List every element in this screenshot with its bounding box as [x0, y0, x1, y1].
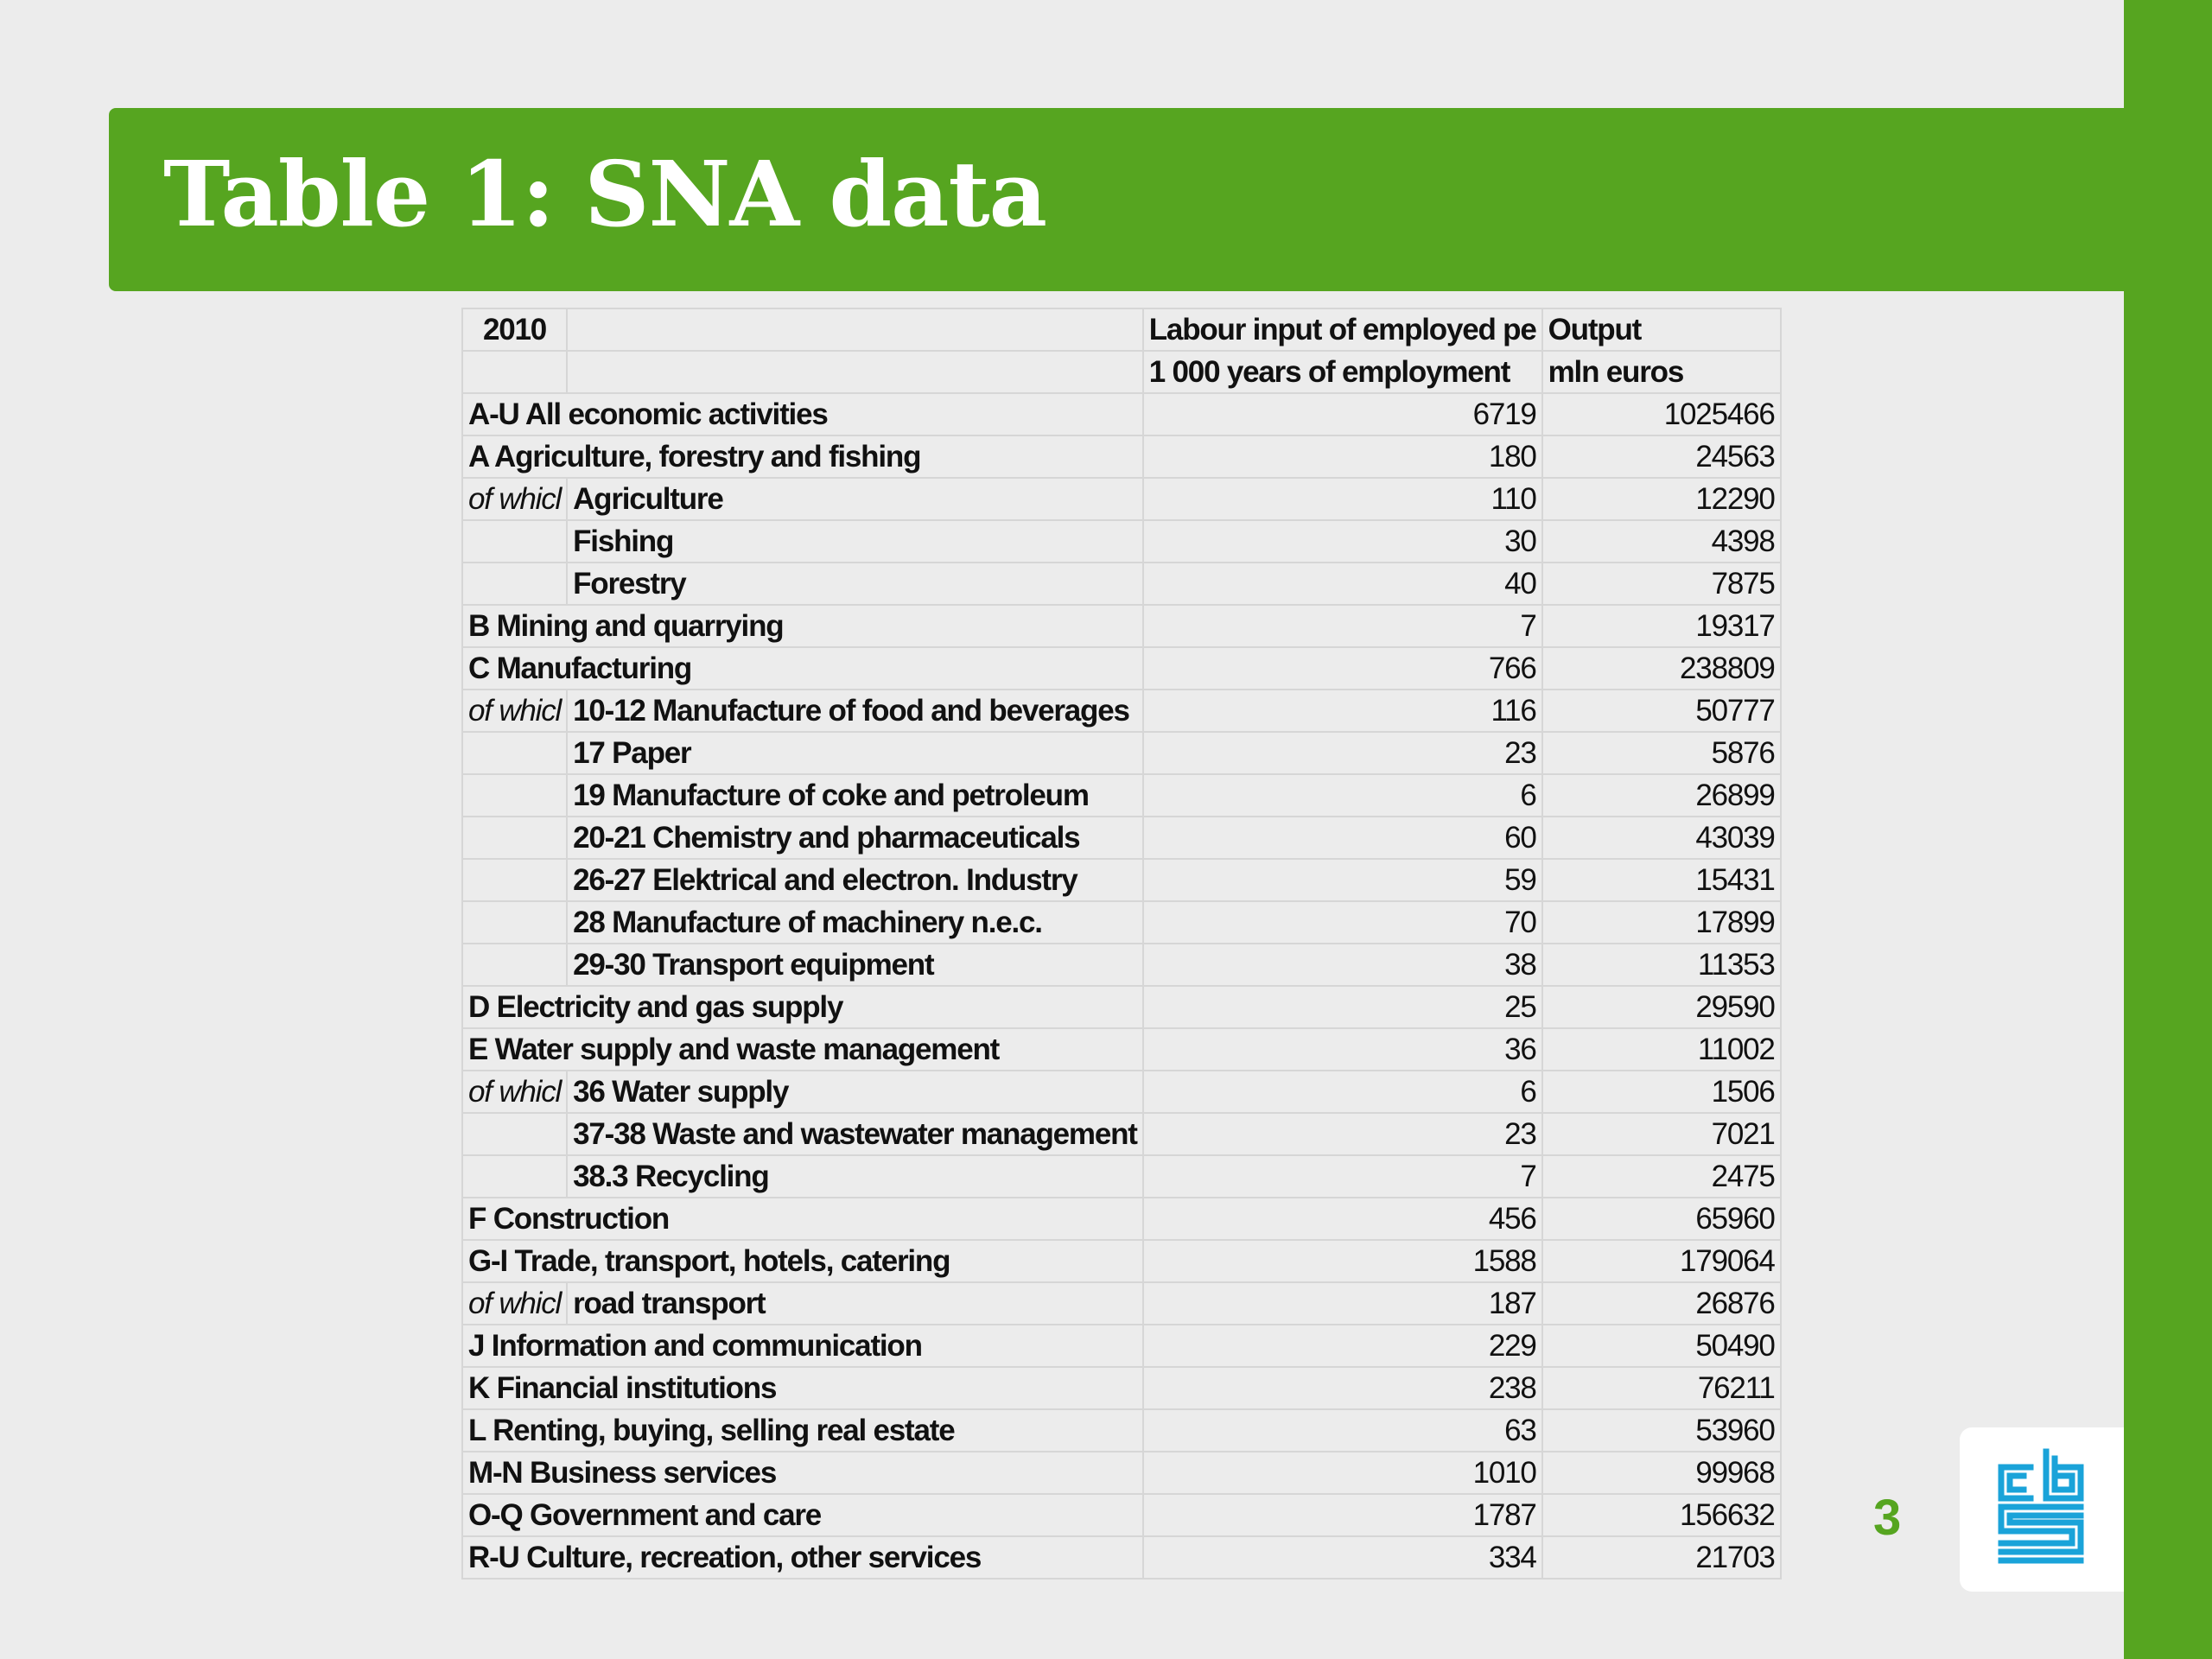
table-row [462, 1071, 1781, 1113]
table-row [462, 1028, 1781, 1071]
row-label-cell: A Agriculture, forestry and fishing [462, 435, 1143, 478]
row-prefix-cell [462, 1113, 567, 1155]
row-label-cell: 20-21 Chemistry and pharmaceuticals [567, 817, 1143, 859]
output-unit-cell: mln euros [1542, 351, 1781, 393]
output-value-cell: 43039 [1542, 817, 1781, 859]
row-label-cell: M-N Business services [462, 1452, 1143, 1494]
labour-value-cell: 116 [1143, 690, 1542, 732]
row-label-cell: 26-27 Elektrical and electron. Industry [567, 859, 1143, 901]
table-row [462, 1198, 1781, 1240]
row-label-cell: 17 Paper [567, 732, 1143, 774]
table-row [462, 1240, 1781, 1282]
row-prefix-cell [462, 520, 567, 563]
row-label-cell: 28 Manufacture of machinery n.e.c. [567, 901, 1143, 944]
labour-value-cell: 334 [1143, 1536, 1542, 1579]
table-row [462, 901, 1781, 944]
output-value-cell: 179064 [1542, 1240, 1781, 1282]
output-value-cell: 29590 [1542, 986, 1781, 1028]
output-value-cell: 156632 [1542, 1494, 1781, 1536]
sna-data-table [461, 308, 1782, 1580]
table-row [462, 1113, 1781, 1155]
row-prefix-cell [462, 901, 567, 944]
output-value-cell: 7875 [1542, 563, 1781, 605]
row-label-cell: 37-38 Waste and wastewater management [567, 1113, 1143, 1155]
labour-value-cell: 25 [1143, 986, 1542, 1028]
labour-value-cell: 36 [1143, 1028, 1542, 1071]
row-label-cell: 19 Manufacture of coke and petroleum [567, 774, 1143, 817]
output-value-cell: 26876 [1542, 1282, 1781, 1325]
row-label-cell: Forestry [567, 563, 1143, 605]
table-row [462, 1494, 1781, 1536]
output-value-cell: 26899 [1542, 774, 1781, 817]
table-row [462, 1282, 1781, 1325]
output-value-cell: 50777 [1542, 690, 1781, 732]
row-prefix-cell [462, 817, 567, 859]
table-row [462, 563, 1781, 605]
labour-value-cell: 180 [1143, 435, 1542, 478]
table-row [462, 817, 1781, 859]
output-value-cell: 19317 [1542, 605, 1781, 647]
output-value-cell: 24563 [1542, 435, 1781, 478]
row-label-cell: K Financial institutions [462, 1367, 1143, 1409]
output-value-cell: 4398 [1542, 520, 1781, 563]
row-label-cell: E Water supply and waste management [462, 1028, 1143, 1071]
output-value-cell: 11002 [1542, 1028, 1781, 1071]
labour-value-cell: 30 [1143, 520, 1542, 563]
labour-value-cell: 63 [1143, 1409, 1542, 1452]
table-row [462, 1155, 1781, 1198]
output-value-cell: 99968 [1542, 1452, 1781, 1494]
table-row [462, 1325, 1781, 1367]
output-value-cell: 1025466 [1542, 393, 1781, 435]
row-label-cell: J Information and communication [462, 1325, 1143, 1367]
labour-value-cell: 70 [1143, 901, 1542, 944]
output-header-cell: Output [1542, 308, 1781, 351]
row-label-cell: B Mining and quarrying [462, 605, 1143, 647]
row-label-cell: 10-12 Manufacture of food and beverages [567, 690, 1143, 732]
labour-value-cell: 6719 [1143, 393, 1542, 435]
row-label-cell: Fishing [567, 520, 1143, 563]
labour-value-cell: 6 [1143, 774, 1542, 817]
year-cell: 2010 [462, 308, 567, 351]
row-label-cell: O-Q Government and care [462, 1494, 1143, 1536]
labour-value-cell: 23 [1143, 1113, 1542, 1155]
labour-value-cell: 766 [1143, 647, 1542, 690]
row-label-cell: Agriculture [567, 478, 1143, 520]
row-prefix-cell [462, 732, 567, 774]
right-accent-bar [2124, 0, 2212, 1659]
row-prefix-cell: of whicl [462, 690, 567, 732]
table-row [462, 435, 1781, 478]
labour-value-cell: 229 [1143, 1325, 1542, 1367]
header-blank-cell [567, 308, 1143, 351]
output-value-cell: 7021 [1542, 1113, 1781, 1155]
title-banner [109, 108, 2131, 291]
unit-blank-cell [462, 351, 567, 393]
row-prefix-cell [462, 563, 567, 605]
page-number: 3 [1873, 1490, 1902, 1546]
row-label-cell: 36 Water supply [567, 1071, 1143, 1113]
labour-value-cell: 59 [1143, 859, 1542, 901]
table-row [462, 859, 1781, 901]
labour-header-cell: Labour input of employed pe [1143, 308, 1542, 351]
table-row [462, 478, 1781, 520]
row-prefix-cell [462, 859, 567, 901]
cbs-logo-icon [1991, 1448, 2093, 1569]
table-unit-row [462, 351, 1781, 393]
labour-value-cell: 1787 [1143, 1494, 1542, 1536]
labour-value-cell: 7 [1143, 1155, 1542, 1198]
output-value-cell: 65960 [1542, 1198, 1781, 1240]
row-label-cell: G-I Trade, transport, hotels, catering [462, 1240, 1143, 1282]
row-label-cell: 38.3 Recycling [567, 1155, 1143, 1198]
table-row [462, 944, 1781, 986]
table-row [462, 1452, 1781, 1494]
table-row [462, 732, 1781, 774]
row-label-cell: L Renting, buying, selling real estate [462, 1409, 1143, 1452]
labour-value-cell: 110 [1143, 478, 1542, 520]
output-value-cell: 5876 [1542, 732, 1781, 774]
labour-value-cell: 456 [1143, 1198, 1542, 1240]
row-label-cell: A-U All economic activities [462, 393, 1143, 435]
slide-title: Table 1: SNA data [163, 141, 1046, 247]
output-value-cell: 53960 [1542, 1409, 1781, 1452]
table-row [462, 647, 1781, 690]
labour-value-cell: 238 [1143, 1367, 1542, 1409]
row-label-cell: 29-30 Transport equipment [567, 944, 1143, 986]
output-value-cell: 238809 [1542, 647, 1781, 690]
output-value-cell: 76211 [1542, 1367, 1781, 1409]
row-label-cell: R-U Culture, recreation, other services [462, 1536, 1143, 1579]
row-prefix-cell: of whicl [462, 478, 567, 520]
labour-value-cell: 38 [1143, 944, 1542, 986]
output-value-cell: 15431 [1542, 859, 1781, 901]
row-label-cell: C Manufacturing [462, 647, 1143, 690]
labour-value-cell: 1588 [1143, 1240, 1542, 1282]
output-value-cell: 2475 [1542, 1155, 1781, 1198]
output-value-cell: 1506 [1542, 1071, 1781, 1113]
labour-value-cell: 23 [1143, 732, 1542, 774]
output-value-cell: 50490 [1542, 1325, 1781, 1367]
row-prefix-cell [462, 944, 567, 986]
cbs-logo [1960, 1427, 2124, 1592]
row-prefix-cell [462, 1155, 567, 1198]
table-row [462, 393, 1781, 435]
row-prefix-cell [462, 774, 567, 817]
labour-unit-cell: 1 000 years of employment [1143, 351, 1542, 393]
output-value-cell: 17899 [1542, 901, 1781, 944]
table-row [462, 690, 1781, 732]
unit-blank-cell [567, 351, 1143, 393]
table-row [462, 1536, 1781, 1579]
output-value-cell: 21703 [1542, 1536, 1781, 1579]
table-row [462, 605, 1781, 647]
row-prefix-cell: of whicl [462, 1282, 567, 1325]
labour-value-cell: 1010 [1143, 1452, 1542, 1494]
row-label-cell: F Construction [462, 1198, 1143, 1240]
table-row [462, 774, 1781, 817]
output-value-cell: 11353 [1542, 944, 1781, 986]
labour-value-cell: 6 [1143, 1071, 1542, 1113]
labour-value-cell: 7 [1143, 605, 1542, 647]
table-header-row [462, 308, 1781, 351]
row-label-cell: road transport [567, 1282, 1143, 1325]
labour-value-cell: 60 [1143, 817, 1542, 859]
row-label-cell: D Electricity and gas supply [462, 986, 1143, 1028]
sna-table-container [461, 308, 1782, 1580]
table-row [462, 520, 1781, 563]
labour-value-cell: 40 [1143, 563, 1542, 605]
table-row [462, 986, 1781, 1028]
row-prefix-cell: of whicl [462, 1071, 567, 1113]
output-value-cell: 12290 [1542, 478, 1781, 520]
table-row [462, 1409, 1781, 1452]
table-row [462, 1367, 1781, 1409]
labour-value-cell: 187 [1143, 1282, 1542, 1325]
